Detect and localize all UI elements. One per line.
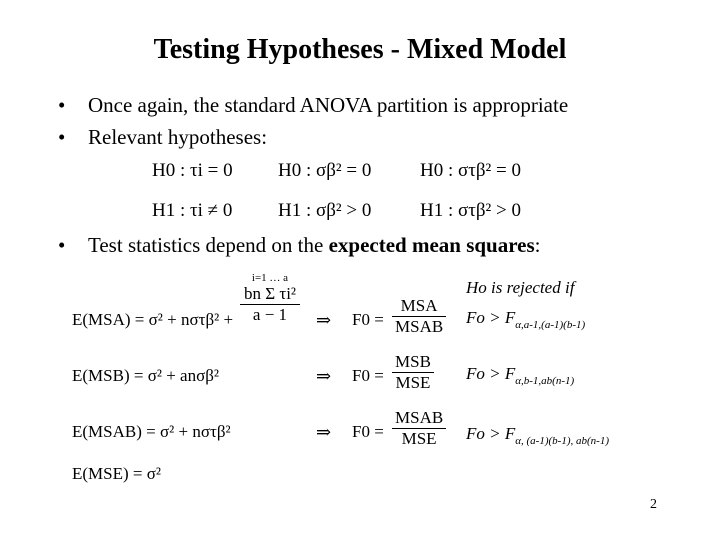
bullet-marker: • — [58, 125, 66, 149]
criterion-b — [466, 364, 575, 387]
criterion-ab — [466, 424, 609, 447]
ems-e-equation: E(MSE) = σ² — [72, 464, 162, 483]
rejection-header: Ho is rejected if — [466, 278, 575, 297]
criterion-ab-text: Fo > F — [466, 424, 516, 443]
page-number: 2 — [650, 497, 657, 512]
implies-arrow: ⇒ — [316, 310, 332, 330]
criterion-a-subscript: α,a-1,(a-1)(b-1) — [515, 319, 586, 331]
bullet-text: Test statistics depend on the — [88, 233, 329, 257]
bullet-anova-partition — [58, 92, 568, 118]
f-b-numerator: MSB — [392, 352, 434, 373]
bullet-text: Once again, the standard ANOVA partition is appropriate — [88, 93, 569, 117]
bullet-test-statistics — [58, 232, 541, 258]
f-ab-fraction — [392, 408, 446, 449]
bullet-marker: • — [58, 93, 66, 117]
bullet-marker: • — [58, 233, 66, 257]
f-ab-numerator: MSAB — [392, 408, 446, 429]
hypothesis-h0-tau: H0 : τi = 0 — [152, 160, 233, 181]
ems-a-fraction — [240, 272, 300, 325]
f-a-numerator: MSA — [392, 296, 446, 317]
criterion-b-text: Fo > F — [466, 364, 516, 383]
bullet-text: Relevant hypotheses: — [88, 125, 268, 149]
ems-a-numerator: bn Σ τi² — [240, 284, 300, 305]
criterion-a-text: Fo > F — [466, 308, 516, 327]
ems-b-equation: E(MSB) = σ² + anσβ² — [72, 366, 220, 385]
f-ab-denominator: MSE — [401, 429, 437, 448]
hypothesis-h1-beta: H1 : σβ² > 0 — [278, 200, 372, 221]
ems-ab-equation: E(MSAB) = σ² + nστβ² — [72, 422, 231, 441]
implies-arrow: ⇒ — [316, 422, 332, 442]
ems-a-sum-limits: i=1 … a — [251, 272, 289, 284]
criterion-a — [466, 308, 586, 331]
criterion-ab-subscript: α, (a-1)(b-1), ab(n-1) — [515, 435, 609, 447]
criterion-b-subscript: α,b-1,ab(n-1) — [515, 375, 575, 387]
slide-title: Testing Hypotheses - Mixed Model — [153, 34, 567, 65]
hypothesis-h0-beta: H0 : σβ² = 0 — [278, 160, 372, 181]
bullet-relevant-hypotheses — [58, 124, 267, 150]
hypothesis-h1-tau: H1 : τi ≠ 0 — [152, 200, 233, 221]
bullet-emphasis: expected mean squares — [328, 233, 535, 257]
hypothesis-h1-taubeta: H1 : στβ² > 0 — [420, 200, 521, 221]
ems-a-equation: E(MSA) = σ² + nστβ² + — [72, 310, 234, 329]
f0-label: F0 = — [352, 310, 384, 329]
ems-a-denominator: a − 1 — [252, 305, 288, 324]
bullet-end: : — [534, 233, 541, 257]
f-b-fraction — [392, 352, 434, 393]
hypothesis-h0-taubeta: H0 : στβ² = 0 — [420, 160, 521, 181]
f-b-denominator: MSE — [395, 373, 431, 392]
f0-label: F0 = — [352, 422, 384, 441]
implies-arrow: ⇒ — [316, 366, 332, 386]
f-a-fraction — [392, 296, 446, 337]
f-a-denominator: MSAB — [395, 317, 444, 336]
f0-label: F0 = — [352, 366, 384, 385]
